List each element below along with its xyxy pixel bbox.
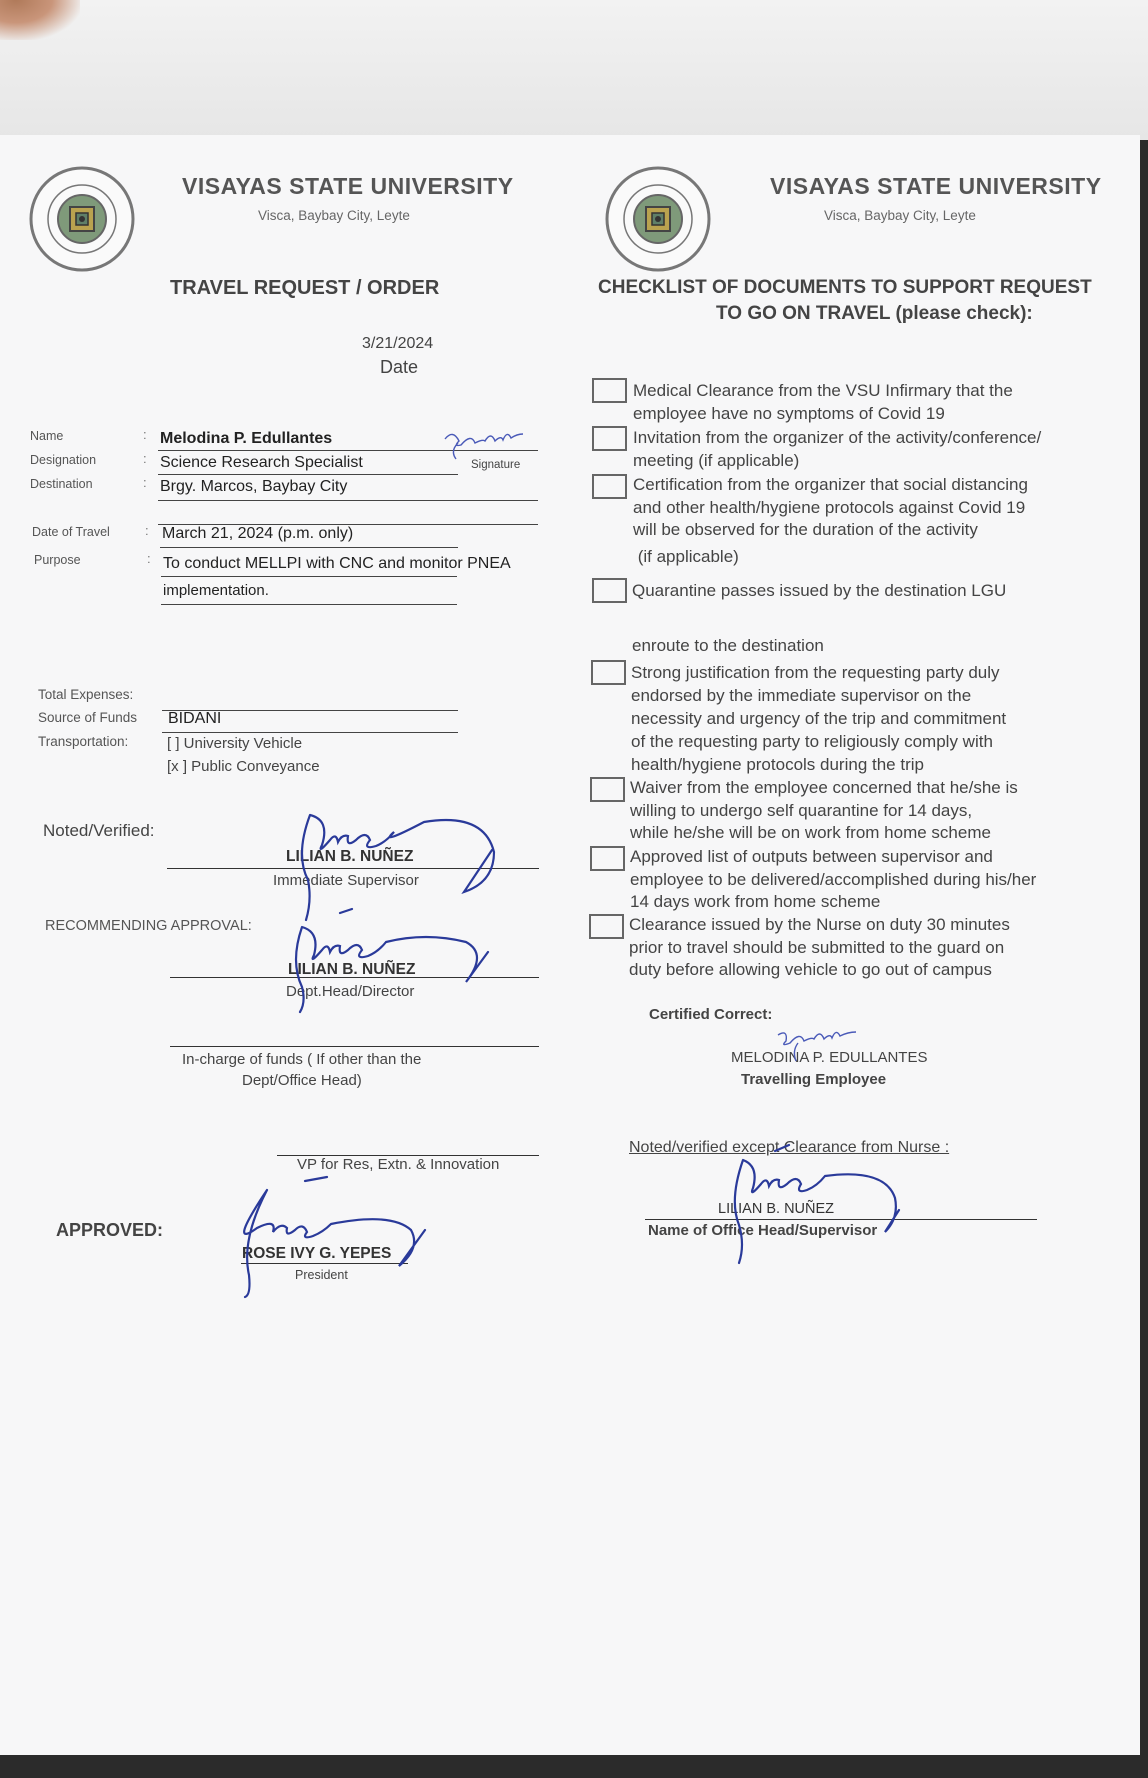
- president-title: President: [295, 1268, 348, 1282]
- date-of-travel-underline: [160, 547, 458, 548]
- university-seal-icon: [28, 165, 136, 273]
- checklist-item: Quarantine passes issued by the destination LGU enroute to the destination: [632, 581, 1007, 655]
- document-page: [0, 135, 1140, 1755]
- destination-label: Destination: [30, 477, 93, 491]
- checklist-item: Waiver from the employee concerned that he/she is willing to undergo self quarantine for 14 days, while he/she will be on work from home scheme: [630, 778, 1018, 842]
- purpose-underline-2: [161, 604, 457, 605]
- transportation-label: Transportation:: [38, 734, 129, 749]
- source-of-funds-underline: [162, 732, 458, 733]
- noted-verified-label: Noted/Verified:: [43, 821, 155, 840]
- recommending-approval-label: RECOMMENDING APPROVAL:: [45, 918, 252, 934]
- checklist-item: Medical Clearance from the VSU Infirmary that the employee have no symptoms of Covid 19: [633, 381, 1013, 423]
- university-name-right: VISAYAS STATE UNIVERSITY: [770, 173, 1102, 199]
- funds-incharge-line-2: Dept/Office Head): [242, 1072, 362, 1089]
- office-head-title: Name of Office Head/Supervisor: [648, 1222, 878, 1239]
- noted-name: LILIAN B. NUÑEZ: [286, 848, 414, 865]
- recommending-name: LILIAN B. NUÑEZ: [288, 961, 416, 978]
- checklist-title-line-2: TO GO ON TRAVEL (please check):: [716, 303, 1033, 324]
- colon: :: [143, 427, 147, 442]
- checklist-item: Invitation from the organizer of the activity/conference/ meeting (if applicable): [633, 428, 1042, 470]
- name-value: Melodina P. Edullantes: [160, 430, 333, 447]
- president-signature-icon: [225, 1175, 465, 1300]
- checklist-title-line-1: CHECKLIST OF DOCUMENTS TO SUPPORT REQUEST: [598, 277, 1092, 298]
- designation-underline: [158, 474, 458, 475]
- colon: :: [145, 523, 149, 538]
- checkbox-waiver[interactable]: [590, 777, 625, 802]
- checkbox-medical-clearance[interactable]: [592, 378, 627, 403]
- colon: :: [143, 451, 147, 466]
- date-of-travel-label: Date of Travel: [32, 525, 110, 539]
- transport-option-university-vehicle: [ ] University Vehicle: [167, 735, 303, 752]
- checklist-item: Approved list of outputs between supervisor and employee to be delivered/accomplished during his/her 14 days work from home scheme: [630, 847, 1037, 911]
- president-name: ROSE IVY G. YEPES: [242, 1245, 392, 1262]
- name-label: Name: [30, 429, 64, 443]
- certified-employee-title: Travelling Employee: [741, 1071, 887, 1088]
- office-head-name: LILIAN B. NUÑEZ: [718, 1201, 835, 1217]
- checkbox-certification[interactable]: [592, 474, 627, 499]
- university-address-right: Visca, Baybay City, Leyte: [824, 208, 976, 223]
- checkbox-approved-outputs[interactable]: [590, 846, 625, 871]
- checklist-item: Strong justification from the requesting party duly endorsed by the immediate supervisor on the necessity and urgency of the trip and commitment of the requesting party to religiously comply with health/hygiene protocols during the trip: [631, 663, 1007, 774]
- certified-correct-label: Certified Correct:: [649, 1006, 773, 1023]
- date-of-travel-value: March 21, 2024 (p.m. only): [162, 525, 354, 542]
- funds-incharge-line-1: In-charge of funds ( If other than the: [182, 1051, 422, 1068]
- designation-label: Designation: [30, 453, 97, 467]
- checkbox-strong-justification[interactable]: [591, 660, 626, 685]
- supervisor-signature-icon: [280, 795, 540, 905]
- colon: :: [147, 551, 151, 566]
- university-name: VISAYAS STATE UNIVERSITY: [182, 173, 514, 199]
- director-signature-icon: [280, 905, 500, 1015]
- certified-employee-name: MELODINA P. EDULLANTES: [731, 1049, 928, 1066]
- source-of-funds-label: Source of Funds: [38, 710, 138, 725]
- signature-label: Signature: [471, 459, 521, 471]
- office-head-signature-icon: [715, 1145, 925, 1265]
- purpose-line-2: implementation.: [163, 582, 269, 599]
- purpose-line-1: To conduct MELLPI with CNC and monitor PNEA: [163, 555, 511, 572]
- vp-title: VP for Res, Extn. & Innovation: [297, 1156, 500, 1173]
- destination-underline: [158, 500, 538, 501]
- checkbox-invitation[interactable]: [592, 426, 627, 451]
- funds-incharge-signature-line: [170, 1046, 539, 1047]
- transport-option-public-conveyance: [x ] Public Conveyance: [167, 758, 320, 775]
- date-value: 3/21/2024: [362, 335, 434, 352]
- checklist-item: Certification from the organizer that social distancing and other health/hygiene protocols against Covid 19 will be observed for the duration of the activity (if applicable): [633, 475, 1028, 566]
- checklist-item: Clearance issued by the Nurse on duty 30 minutes prior to travel should be submitted to the guard on duty before allowing vehicle to go out of campus: [629, 915, 1010, 979]
- university-seal-icon-right: [604, 165, 712, 273]
- date-label: Date: [380, 357, 419, 377]
- form-title: TRAVEL REQUEST / ORDER: [170, 277, 440, 299]
- colon: :: [143, 475, 147, 490]
- finger-shadow: [0, 0, 80, 40]
- checkbox-nurse-clearance[interactable]: [589, 914, 624, 939]
- destination-value: Brgy. Marcos, Baybay City: [160, 478, 348, 495]
- checkbox-quarantine-passes[interactable]: [592, 578, 627, 603]
- source-of-funds-value: BIDANI: [168, 710, 222, 727]
- background-surface: [0, 0, 1148, 140]
- purpose-label: Purpose: [34, 553, 81, 567]
- university-address: Visca, Baybay City, Leyte: [258, 208, 410, 223]
- designation-value: Science Research Specialist: [160, 454, 363, 471]
- total-expenses-label: Total Expenses:: [38, 687, 134, 702]
- recommending-title: Dept.Head/Director: [286, 983, 415, 1000]
- purpose-underline: [161, 576, 457, 577]
- approved-label: APPROVED:: [56, 1220, 164, 1240]
- noted-except-label: Noted/verified except Clearance from Nurse :: [629, 1139, 950, 1156]
- noted-title: Immediate Supervisor: [273, 872, 419, 889]
- employee-certify-signature-icon: [770, 1025, 890, 1065]
